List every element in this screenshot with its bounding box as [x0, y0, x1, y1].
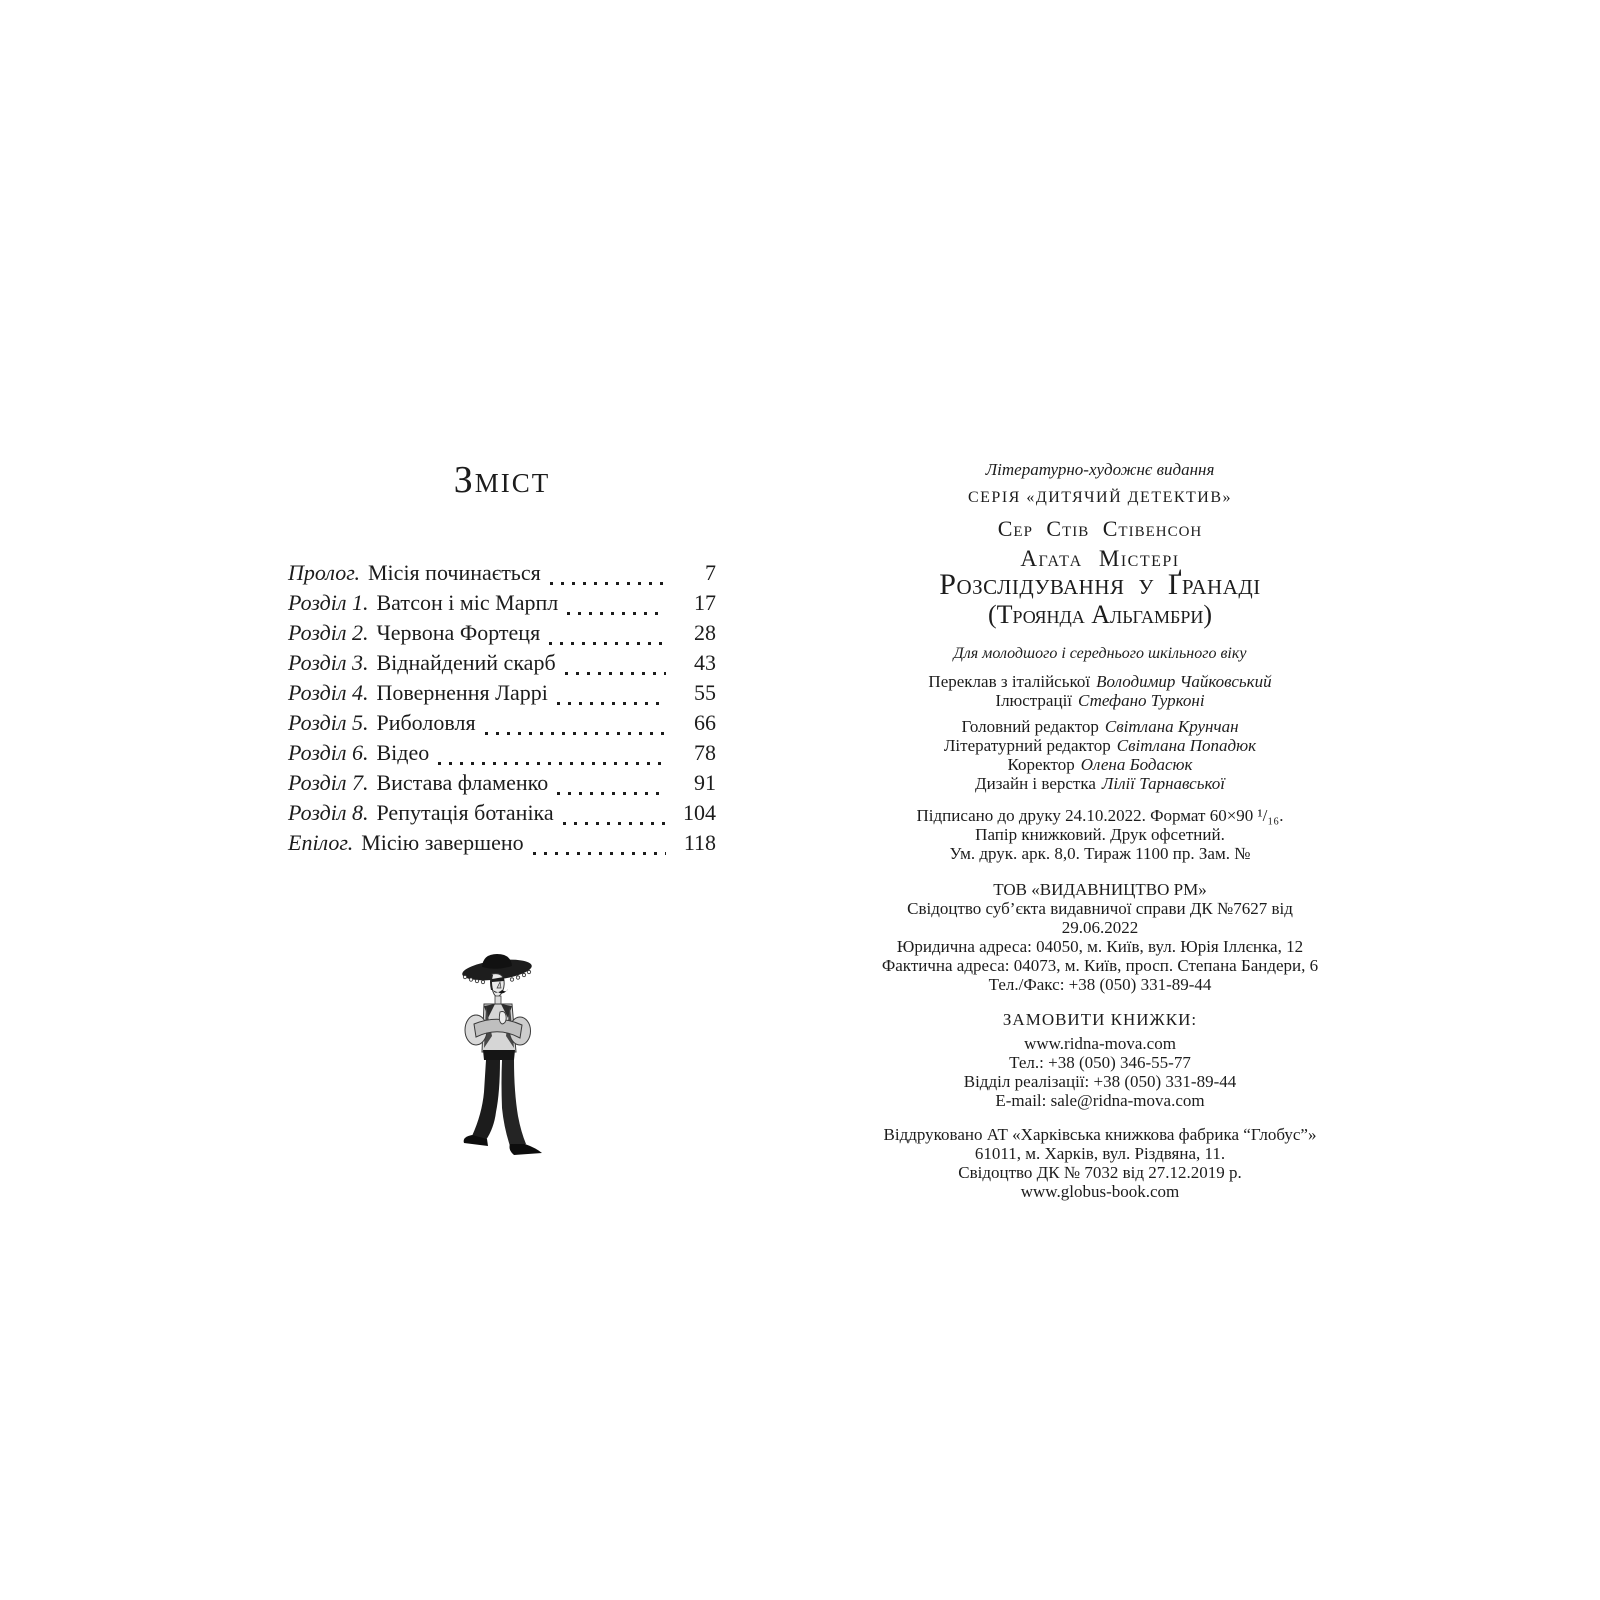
toc-entry-prefix: Розділ 3. — [288, 650, 369, 675]
toc-entry-page: 66 — [694, 710, 716, 735]
credit-name: Стефано Турконі — [1078, 691, 1205, 710]
toc-entry-page: 7 — [705, 560, 716, 585]
print-info-line: Ум. друк. арк. 8,0. Тираж 1100 пр. Зам. № — [949, 844, 1251, 863]
dot-leader — [485, 732, 666, 735]
toc-entry-prefix: Розділ 4. — [288, 680, 369, 705]
staff-line — [880, 717, 1320, 736]
staff-name: Олена Бодасюк — [1080, 755, 1193, 774]
edition-type-line: Літературно-художнє видання — [985, 460, 1215, 479]
printing-house-line: 61011, м. Харків, вул. Різдвяна, 11. — [974, 1144, 1226, 1163]
toc-entry — [288, 560, 716, 590]
toc-entry — [288, 590, 716, 620]
staff-line — [880, 755, 1320, 774]
staff-name: Лілії Тарнавської — [1101, 774, 1225, 793]
toc-entry — [288, 830, 716, 860]
toc-entry-title: Місія починається — [368, 560, 541, 585]
dot-leader — [567, 612, 666, 615]
toc-entry-title: Віднайдений скарб — [376, 650, 556, 675]
toc-entry-title: Червона Фортеця — [376, 620, 541, 645]
toc-entry-prefix: Пролог. — [288, 560, 360, 585]
order-website: www.ridna-mova.com — [1024, 1034, 1176, 1053]
toc-entry-prefix: Розділ 8. — [288, 800, 369, 825]
toc-entry-prefix: Розділ 6. — [288, 740, 369, 765]
toc-entry — [288, 650, 716, 680]
toc-entry-page: 91 — [694, 770, 716, 795]
toc-entry-title: Репутація ботаніка — [376, 800, 554, 825]
toc-entry — [288, 800, 716, 830]
toc-entry-page: 55 — [694, 680, 716, 705]
staff-role: Головний редактор — [961, 717, 1099, 736]
dot-leader — [557, 792, 666, 795]
publisher-line: Свідоцтво суб’єкта видавничої справи ДК №7627 від 29.06.2022 — [907, 899, 1293, 937]
staff-line — [880, 774, 1320, 793]
toc-entry — [288, 680, 716, 710]
translation-credits — [880, 672, 1320, 710]
toc-entry — [288, 620, 716, 650]
dot-leader — [557, 702, 666, 705]
toc-entry-title: Вистава фламенко — [376, 770, 549, 795]
printing-house-info — [880, 1125, 1320, 1201]
credit-line — [880, 691, 1320, 710]
print-info-line: Підписано до друку 24.10.2022. Формат 60×90 ¹/₁₆. — [916, 806, 1284, 825]
print-info-line: Папір книжковий. Друк офсетний. — [975, 825, 1225, 844]
toc-entry-page: 78 — [694, 740, 716, 765]
publisher-line: Тел./Факс: +38 (050) 331-89-44 — [988, 975, 1212, 994]
printing-house-line: Свідоцтво ДК № 7032 від 27.12.2019 р. — [958, 1163, 1242, 1182]
credit-role: Переклав з італійської — [928, 672, 1091, 691]
dot-leader — [438, 762, 666, 765]
dot-leader — [549, 642, 666, 645]
toc-entry-prefix: Епілог. — [288, 830, 354, 855]
staff-name: Світлана Попадюк — [1116, 736, 1257, 755]
dot-leader — [550, 582, 666, 585]
toc-entry-page: 118 — [683, 830, 716, 855]
dot-leader — [533, 852, 666, 855]
series-line: СЕРІЯ «ДИТЯЧИЙ ДЕТЕКТИВ» — [967, 489, 1233, 506]
toc-entry-title: Риболовля — [376, 710, 476, 735]
flamenco-man-drawing — [456, 952, 556, 1157]
credit-line — [880, 672, 1320, 691]
toc-entry-prefix: Розділ 5. — [288, 710, 369, 735]
order-books-info — [880, 1010, 1320, 1110]
toc-entry-prefix: Розділ 2. — [288, 620, 369, 645]
toc-entry-title: Ватсон і міс Марпл — [376, 590, 559, 615]
toc-entry-title: Відео — [376, 740, 430, 765]
order-sales-phone: Відділ реалізації: +38 (050) 331-89-44 — [963, 1072, 1237, 1091]
credit-role: Ілюстрації — [995, 691, 1073, 710]
toc-entry-title: Місію завершено — [361, 830, 524, 855]
printing-house-line: Віддруковано АТ «Харківська книжкова фабрика “Глобус”» — [883, 1125, 1317, 1144]
toc-entry-page: 104 — [683, 800, 716, 825]
toc-entry-page: 43 — [694, 650, 716, 675]
toc-entry-title: Повернення Ларрі — [376, 680, 548, 705]
staff-role: Літературний редактор — [943, 736, 1111, 755]
publisher-info — [880, 880, 1320, 994]
staff-role: Дизайн і верстка — [975, 774, 1096, 793]
flamenco-man-illustration — [456, 952, 556, 1157]
staff-role: Коректор — [1007, 755, 1075, 774]
toc-entry — [288, 710, 716, 740]
publisher-line: Фактична адреса: 04073, м. Київ, просп. Степана Бандери, 6 — [881, 956, 1319, 975]
credit-name: Володимир Чайковський — [1096, 672, 1272, 691]
author-name: Сер Стів Стівенсон — [997, 516, 1203, 541]
publisher-line: Юридична адреса: 04050, м. Київ, вул. Юрія Іллєнка, 12 — [896, 937, 1304, 956]
order-email: E-mail: sale@ridna-mova.com — [995, 1091, 1205, 1110]
book-title: Розслідування у Ґранаді — [939, 568, 1261, 601]
order-heading: ЗАМОВИТИ КНИЖКИ: — [1002, 1010, 1198, 1029]
contents-title: Зміст — [453, 459, 551, 501]
staff-line — [880, 736, 1320, 755]
audience-line: Для молодшого і середнього шкільного віку — [953, 645, 1247, 662]
print-run-info — [880, 806, 1320, 863]
publisher-name: ТОВ «ВИДАВНИЦТВО РМ» — [993, 880, 1207, 899]
toc-entry-prefix: Розділ 7. — [288, 770, 369, 795]
order-phone: Тел.: +38 (050) 346-55-77 — [1009, 1053, 1191, 1072]
toc-entry — [288, 770, 716, 800]
toc-entry-prefix: Розділ 1. — [288, 590, 369, 615]
toc-entry-page: 17 — [694, 590, 716, 615]
book-subtitle: (Троянда Альгамбри) — [987, 600, 1213, 629]
colophon-page — [880, 460, 1320, 1201]
toc-entry — [288, 740, 716, 770]
dot-leader — [563, 822, 666, 825]
staff-name: Світлана Крунчан — [1104, 717, 1239, 736]
dot-leader — [565, 672, 666, 675]
table-of-contents — [288, 560, 716, 860]
character-name: Агата Містері — [1020, 546, 1180, 571]
order-lines — [880, 1034, 1320, 1110]
editorial-staff — [880, 717, 1320, 793]
contents-page — [288, 460, 716, 860]
printing-house-website: www.globus-book.com — [1020, 1182, 1180, 1201]
toc-entry-page: 28 — [694, 620, 716, 645]
